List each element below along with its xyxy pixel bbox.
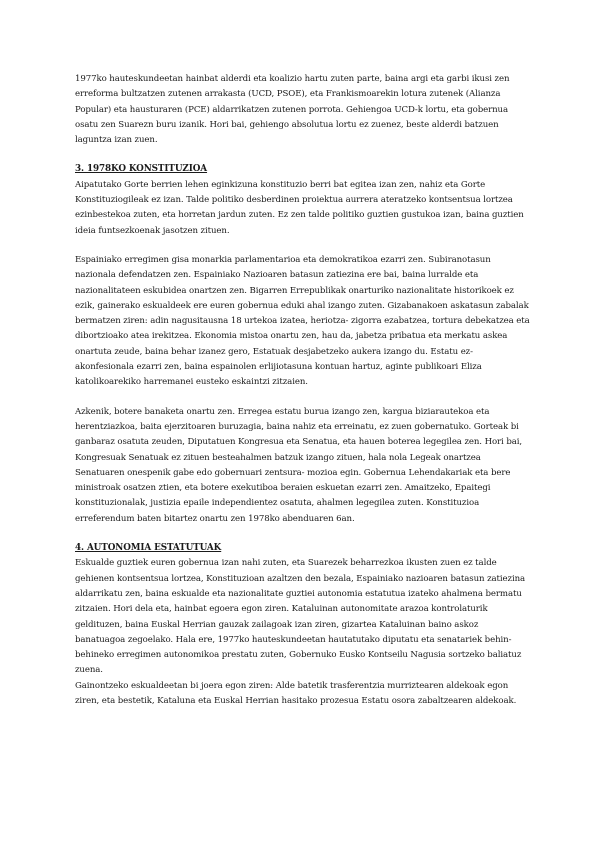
section-4-heading: 4. AUTONOMIA ESTATUTUAK	[75, 543, 222, 554]
section-3-paragraph: Azkenik, botere banaketa onartu zen. Erregea estatu burua izango zen, kargua biziarautekoa eta herentziazkoa, baita ejerzitoaren buruzagia, baina nahiz eta erreinatu, ez zuen gobernatuko. Gorteak bi ganbaraz osatuta zeuden, Diputatuen Kongresua eta Senatua, eta hauen boterea legegilea zen. Hori bai, Kongresuak Senatuak ez zituen besteahalmen batzuk izango zituen, hala nola Legeak onartzea Senatuaren onespenik gabe edo gobernuari zentsura- mozioa egin. Gobernua Lehendakariak eta bere ministroak osatzen ztien, eta botere exekutiboa beraien eskuetan ezarri zen. Amaitzeko, Epaitegi konstituzionalak, justizia epaile independientez osatuta, ahalmen legegilea zuten. Konstituzioa erreferendum baten bitartez onartu zen 1978ko abenduaren 6an.	[75, 406, 523, 524]
intro-paragraph: 1977ko hauteskundeetan hainbat alderdi eta koalizio hartu zuten parte, baina argi eta garbi ikusi zen erreforma bultzatzen zutenen arrakasta (UCD, PSOE), eta Frankismoarekin lotura zutenek (Alianza Popular) eta hausturaren (PCE) aldarrikatzen zutenen porrota. Gehiengoa UCD-k lortu, eta gobernua osatu zen Suarezn buru izanik. Hori bai, gehiengo absolutua lortu ez zuenez, beste alderdi batzuen laguntza izan zuen.	[75, 74, 510, 146]
section-4-paragraph: Gainontzeko eskualdeetan bi joera egon ziren: Alde batetik trasferentzia murriztearen aldekoak egon ziren, eta bestetik, Kataluna eta Euskal Herrian hasitako prozesua Estatu osora zabaltzearen aldekoak.	[75, 680, 517, 706]
section-4-paragraph: Eskualde guztiek euren gobernua izan nahi zuten, eta Suarezek beharrezkoa ikusten zuen ez talde gehienen kontsentsua lortzea, Konstituzioan azaltzen den bezala, Espainiako nazioaren batasun zatiezina aldarrikatu zen, baina eskualde eta nazionalitate guztiei autonomia estatutua izateko ahalmena bermatu zitzaien. Hori dela eta, hainbat egoera egon ziren. Kataluinan autonomitate arazoa kontrolaturik geldituzen, baina Euskal Herrian gauzak zailagoak izan ziren, gizartea Kataluinan baino askoz banatuagoa zegoelako. Hala ere, 1977ko hauteskundeetan hautatutako diputatu eta senatariek behin-behineko erregimen autonomikoa prestatu zuten, Gobernuko Eusko Kontseilu Nagusia sortzeko baliatuz zuena.	[75, 558, 526, 676]
section-3-paragraph: Aipatutako Gorte berrien lehen eginkizuna konstituzio berri bat egitea izan zen, nahiz eta Gorte Konstituziogileak ez izan. Talde politiko desberdinen proiektua aurrera ateratzeko kontsentsua lortzea ezinbestekoa zuten, eta horretan jardun zuten. Ez zen talde politiko guztien gustukoa izan, baina guztien ideia funtsezkoenak jasotzen zituen.	[75, 179, 524, 236]
document-page	[75, 72, 530, 709]
section-3-heading: 3. 1978KO KONSTITUZIOA	[75, 164, 208, 175]
section-3-paragraph: Espainiako erregimen gisa monarkia parlamentarioa eta demokratikoa ezarri zen. Subiranotasun nazionala defendatzen zen. Espainiako Nazioaren batasun zatiezina ere bai, baina lurralde eta nazionalitateen eskubidea onartzen zen. Bigarren Errepublikak onarturiko nazionalitate historikoek ez ezik, gainerako eskualdeek ere euren gobernua eduki ahal izango zuten. Gizabanakoen askatasun zabalak bermatzen ziren: adin nagusitausna 18 urtekoa izatea, heriotza- zigorra ezabatzea, tortura debekatzea eta dibortzioako atea irekitzea. Ekonomia mistoa onartu zen, hau da, jabetza pribatua eta merkatu askea onartuta zeude, baina behar izanez gero, Estatuak desjabetzeko aukera izango du. Estatu ez- akonfesionala ezarri zen, baina espainolen erlijiotasuna kontuan hartuz, aginte publikoari Eliza katolikoarekiko harremanei eusteko eskaintzi zitzaien.	[75, 254, 530, 388]
